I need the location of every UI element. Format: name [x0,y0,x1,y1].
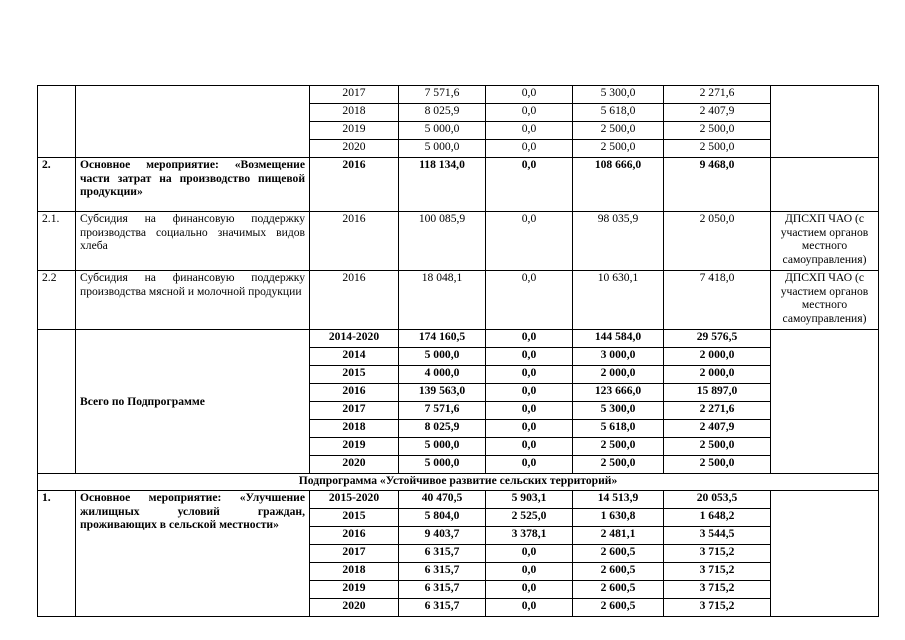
year-cell: 2018 [310,420,399,438]
regional-cell: 108 666,0 [573,158,664,212]
federal-cell: 3 378,1 [486,527,573,545]
federal-cell: 5 903,1 [486,491,573,509]
regional-cell: 2 500,0 [573,456,664,474]
item-number: 2.2 [38,271,76,330]
total-cell: 5 000,0 [399,438,486,456]
total-cell: 100 085,9 [399,212,486,271]
local-cell: 2 000,0 [664,348,771,366]
executor-cell [771,491,879,617]
total-cell: 18 048,1 [399,271,486,330]
regional-cell: 2 600,5 [573,599,664,617]
local-cell: 2 500,0 [664,140,771,158]
regional-cell: 5 300,0 [573,402,664,420]
federal-cell: 2 525,0 [486,509,573,527]
local-cell: 29 576,5 [664,330,771,348]
local-cell: 2 500,0 [664,438,771,456]
year-cell: 2015-2020 [310,491,399,509]
table-row-item-2-1 [38,212,879,271]
year-cell: 2017 [310,86,399,104]
local-cell: 3 715,2 [664,599,771,617]
local-cell: 7 418,0 [664,271,771,330]
executor-cell [771,86,879,158]
total-cell: 6 315,7 [399,599,486,617]
federal-cell: 0,0 [486,456,573,474]
local-cell: 3 715,2 [664,563,771,581]
total-cell: 9 403,7 [399,527,486,545]
subprogram-title: Подпрограмма «Устойчивое развитие сельских территорий» [38,474,879,491]
executor-cell [771,158,879,212]
local-cell: 2 500,0 [664,122,771,140]
total-cell: 7 571,6 [399,402,486,420]
local-cell: 2 407,9 [664,104,771,122]
local-cell: 9 468,0 [664,158,771,212]
total-cell: 40 470,5 [399,491,486,509]
federal-cell: 0,0 [486,348,573,366]
year-cell: 2016 [310,384,399,402]
regional-cell: 2 600,5 [573,563,664,581]
year-cell: 2015 [310,509,399,527]
federal-cell: 0,0 [486,420,573,438]
total-cell: 139 563,0 [399,384,486,402]
local-cell: 20 053,5 [664,491,771,509]
year-cell: 2018 [310,104,399,122]
item-description: Субсидия на финансовую поддержку производства социально значимых видов хлеба [76,212,310,271]
total-cell: 6 315,7 [399,563,486,581]
year-cell: 2016 [310,158,399,212]
year-cell: 2020 [310,599,399,617]
program-funding-table [37,85,879,617]
year-cell: 2017 [310,402,399,420]
local-cell: 3 544,5 [664,527,771,545]
total-cell: 4 000,0 [399,366,486,384]
federal-cell: 0,0 [486,271,573,330]
total-cell: 118 134,0 [399,158,486,212]
item-number: 1. [38,491,76,617]
regional-cell: 5 618,0 [573,104,664,122]
total-cell: 6 315,7 [399,581,486,599]
local-cell: 2 271,6 [664,86,771,104]
federal-cell: 0,0 [486,86,573,104]
regional-cell: 2 500,0 [573,438,664,456]
local-cell: 2 050,0 [664,212,771,271]
year-cell: 2019 [310,122,399,140]
year-cell: 2018 [310,563,399,581]
regional-cell: 2 500,0 [573,140,664,158]
federal-cell: 0,0 [486,599,573,617]
federal-cell: 0,0 [486,212,573,271]
item-description: Субсидия на финансовую поддержку производства мясной и молочной продукции [76,271,310,330]
local-cell: 2 407,9 [664,420,771,438]
federal-cell: 0,0 [486,402,573,420]
local-cell: 2 000,0 [664,366,771,384]
federal-cell: 0,0 [486,122,573,140]
total-cell: 5 000,0 [399,348,486,366]
total-cell: 5 804,0 [399,509,486,527]
item-number: 2. [38,158,76,212]
year-cell: 2019 [310,581,399,599]
total-cell: 5 000,0 [399,122,486,140]
num-cell [38,330,76,474]
regional-cell: 14 513,9 [573,491,664,509]
item-description: Основное мероприятие: «Возмещение части затрат на производство пищевой продукции» [76,158,310,212]
regional-cell: 2 500,0 [573,122,664,140]
total-cell: 8 025,9 [399,104,486,122]
regional-cell: 2 600,5 [573,545,664,563]
executor-cell: ДПСХП ЧАО (с участием органов местного самоуправления) [771,271,879,330]
table-row-item-2-2 [38,271,879,330]
total-cell: 6 315,7 [399,545,486,563]
year-cell: 2016 [310,212,399,271]
regional-cell: 5 300,0 [573,86,664,104]
total-cell: 5 000,0 [399,456,486,474]
regional-cell: 10 630,1 [573,271,664,330]
regional-cell: 2 600,5 [573,581,664,599]
regional-cell: 5 618,0 [573,420,664,438]
table-row-item-1 [38,491,879,509]
local-cell: 2 500,0 [664,456,771,474]
total-cell: 174 160,5 [399,330,486,348]
year-cell: 2016 [310,271,399,330]
federal-cell: 0,0 [486,384,573,402]
summary-row [38,330,879,348]
regional-cell: 3 000,0 [573,348,664,366]
table-row [38,86,879,104]
summary-label: Всего по Подпрограмме [76,330,310,474]
regional-cell: 123 666,0 [573,384,664,402]
federal-cell: 0,0 [486,545,573,563]
year-cell: 2017 [310,545,399,563]
federal-cell: 0,0 [486,581,573,599]
regional-cell: 2 481,1 [573,527,664,545]
regional-cell: 2 000,0 [573,366,664,384]
year-cell: 2020 [310,456,399,474]
executor-cell: ДПСХП ЧАО (с участием органов местного самоуправления) [771,212,879,271]
year-cell: 2014 [310,348,399,366]
regional-cell: 98 035,9 [573,212,664,271]
federal-cell: 0,0 [486,438,573,456]
year-cell: 2016 [310,527,399,545]
year-cell: 2020 [310,140,399,158]
total-cell: 7 571,6 [399,86,486,104]
federal-cell: 0,0 [486,563,573,581]
table-row-item-2 [38,158,879,212]
year-cell: 2019 [310,438,399,456]
subprogram-header-row [38,474,879,491]
federal-cell: 0,0 [486,158,573,212]
federal-cell: 0,0 [486,140,573,158]
local-cell: 1 648,2 [664,509,771,527]
desc-cell [76,86,310,158]
local-cell: 2 271,6 [664,402,771,420]
total-cell: 5 000,0 [399,140,486,158]
total-cell: 8 025,9 [399,420,486,438]
item-number: 2.1. [38,212,76,271]
regional-cell: 1 630,8 [573,509,664,527]
local-cell: 3 715,2 [664,581,771,599]
federal-cell: 0,0 [486,366,573,384]
federal-cell: 0,0 [486,104,573,122]
item-description: Основное мероприятие: «Улучшение жилищных условий граждан, проживающих в сельской местности» [76,491,310,617]
local-cell: 15 897,0 [664,384,771,402]
local-cell: 3 715,2 [664,545,771,563]
num-cell [38,86,76,158]
year-cell: 2015 [310,366,399,384]
executor-cell [771,330,879,474]
federal-cell: 0,0 [486,330,573,348]
year-cell: 2014-2020 [310,330,399,348]
regional-cell: 144 584,0 [573,330,664,348]
